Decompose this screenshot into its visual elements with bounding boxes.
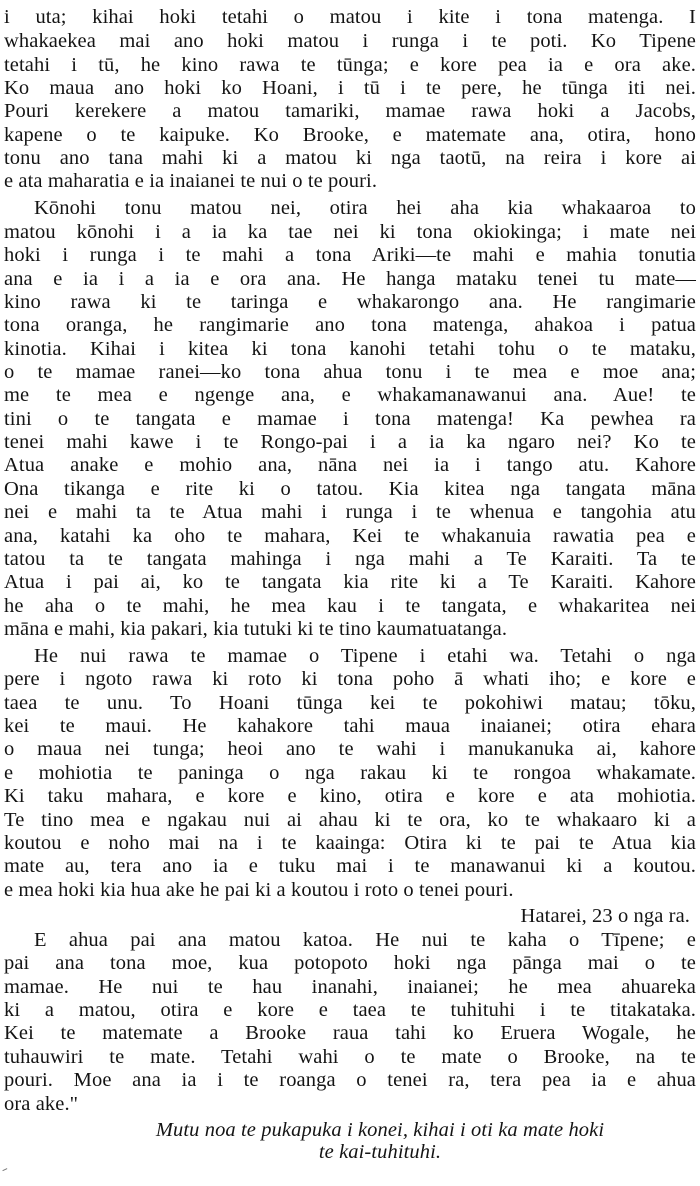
- text-line: koutou e noho mai na i te kaainga: Otira ki te pai te Atua kia: [4, 832, 696, 854]
- text-line: o maua nei tunga; heoi ano te wahi i manukanuka ai, kahore: [4, 738, 696, 760]
- text-line: kei te maui. He kahakore tahi maua inaianei; otira ehara: [4, 715, 696, 737]
- text-line: e mea hoki kia hua ake he pai ki a koutou i roto o tenei pouri.: [4, 879, 514, 901]
- text-line: mate au, tera ano ia e tuku mai i te manawanui ki a koutou.: [4, 855, 696, 877]
- text-line: kino rawa ki te taringa e whakarongo ana. He rangimarie: [4, 291, 696, 313]
- text-line: e ata maharatia e ia inaianei te nui o te pouri.: [4, 170, 378, 192]
- text-line: tenei mahi kawe i te Rongo-pai i a ia ka ngaro nei? Ko te: [4, 431, 696, 453]
- text-line: tatou ta te tangata mahinga i nga mahi a Te Karaiti. Ta te: [4, 548, 696, 570]
- text-line: Te tino mea e ngakau nui ai ahau ki te ora, ko te whakaaro ki a: [4, 809, 696, 831]
- text-line: pouri. Moe ana ia i te roanga o tenei ra, tera pea ia e ahua: [4, 1069, 696, 1091]
- text-line: mamae. He nui te hau inanahi, inaianei; he mea ahuareka: [4, 976, 696, 998]
- text-line: ana, katahi ka oho te mahara, Kei te whakanuia rawatia pea e: [4, 525, 696, 547]
- text-line: nei e mahi ta te Atua mahi i runga i te whenua e tangohia atu: [4, 501, 696, 523]
- text-line: hoki i runga i te mahi a tona Ariki—te mahi e mahia tonutia: [4, 244, 696, 266]
- text-line: He nui rawa te mamae o Tipene i etahi wa. Tetahi o nga: [34, 645, 696, 667]
- text-line: Atua anake e mohio ana, nāna nei ia i tango atu. Kahore: [4, 454, 696, 476]
- text-line: tini o te tangata e mamae i tona matenga! Ka pewhea ra: [4, 408, 696, 430]
- text-line: Kei te matemate a Brooke raua tahi ko Eruera Wogale, he: [4, 1022, 696, 1044]
- text-line: Hatarei, 23 o nga ra.: [520, 905, 690, 927]
- text-line: ora ake.": [4, 1093, 79, 1115]
- page-margin-mark: [2, 1168, 8, 1174]
- text-line: ana e ia i a ia e ora ana. He hanga mataku tenei tu mate—: [4, 268, 696, 290]
- text-line: tuhauwiri te mate. Tetahi wahi o te mate o Brooke, na te: [4, 1046, 696, 1068]
- text-line: kinotia. Kihai i kitea ki tona kanohi tetahi tohu o te mataku,: [4, 338, 696, 360]
- text-line: pere i ngoto rawa ki roto ki tona poho ā whati iho; e kore e: [4, 668, 696, 690]
- text-line: Atua i pai ai, ko te tangata kia rite ki a Te Karaiti. Kahore: [4, 571, 696, 593]
- text-line: o te mamae ranei—ko tona ahua tonu i te mea e moe ana;: [4, 361, 696, 383]
- text-line: Mutu noa te pukapuka i konei, kihai i oti ka mate hoki: [155, 1119, 605, 1141]
- text-line: he aha o te mahi, he mea kau i te tangata, e whakaritea nei: [4, 595, 696, 617]
- text-line: Ki taku mahara, e kore e kino, otira e kore e ata mohiotia.: [4, 785, 696, 807]
- text-line: i uta; kihai hoki tetahi o matou i kite i tona matenga. I: [4, 6, 696, 28]
- text-line: Ko maua ano hoki ko Hoani, i tū i te pere, he tūnga iti nei.: [4, 77, 696, 99]
- text-line: e mohiotia te paninga o nga rakau ki te rongoa whakamate.: [4, 762, 696, 784]
- text-line: tonu ano tana mahi ki a matou ki nga taotū, na reira i kore ai: [4, 147, 696, 169]
- text-line: Kōnohi tonu matou nei, otira hei aha kia whakaaroa to: [34, 197, 696, 219]
- text-line: te kai-tuhituhi.: [318, 1141, 442, 1163]
- text-line: pai ana tona moe, kua potopoto hoki nga pānga mai o te: [4, 952, 696, 974]
- text-line: ki a matou, otira e kore e taea te tuhituhi i te titakataka.: [4, 999, 696, 1021]
- text-line: tetahi i tū, he kino rawa te tūnga; e kore pea ia e ora ake.: [4, 54, 696, 76]
- text-line: matou kōnohi i a ia ka tae nei ki tona okiokinga; i mate nei: [4, 221, 696, 243]
- text-line: tona oranga, he rangimarie ano tona matenga, ahakoa i patua: [4, 314, 696, 336]
- text-line: kapene o te kaipuke. Ko Brooke, e matemate ana, otira, hono: [4, 124, 696, 146]
- text-line: E ahua pai ana matou katoa. He nui te kaha o Tīpene; e: [34, 929, 696, 951]
- text-line: me te mea e ngenge ana, e whakamanawanui ana. Aue! te: [4, 384, 696, 406]
- text-line: Ona tikanga e rite ki o tatou. Kia kitea nga tangata māna: [4, 478, 696, 500]
- text-line: whakaekea mai ano hoki matou i runga i te poti. Ko Tipene: [4, 30, 696, 52]
- text-line: māna e mahi, kia pakari, kia tutuki ki te tino kaumatuatanga.: [4, 618, 508, 640]
- text-line: taea te unu. To Hoani tūnga kei te pokohiwi matau; tōku,: [4, 692, 696, 714]
- text-line: Pouri kerekere a matou tamariki, mamae rawa hoki a Jacobs,: [4, 100, 696, 122]
